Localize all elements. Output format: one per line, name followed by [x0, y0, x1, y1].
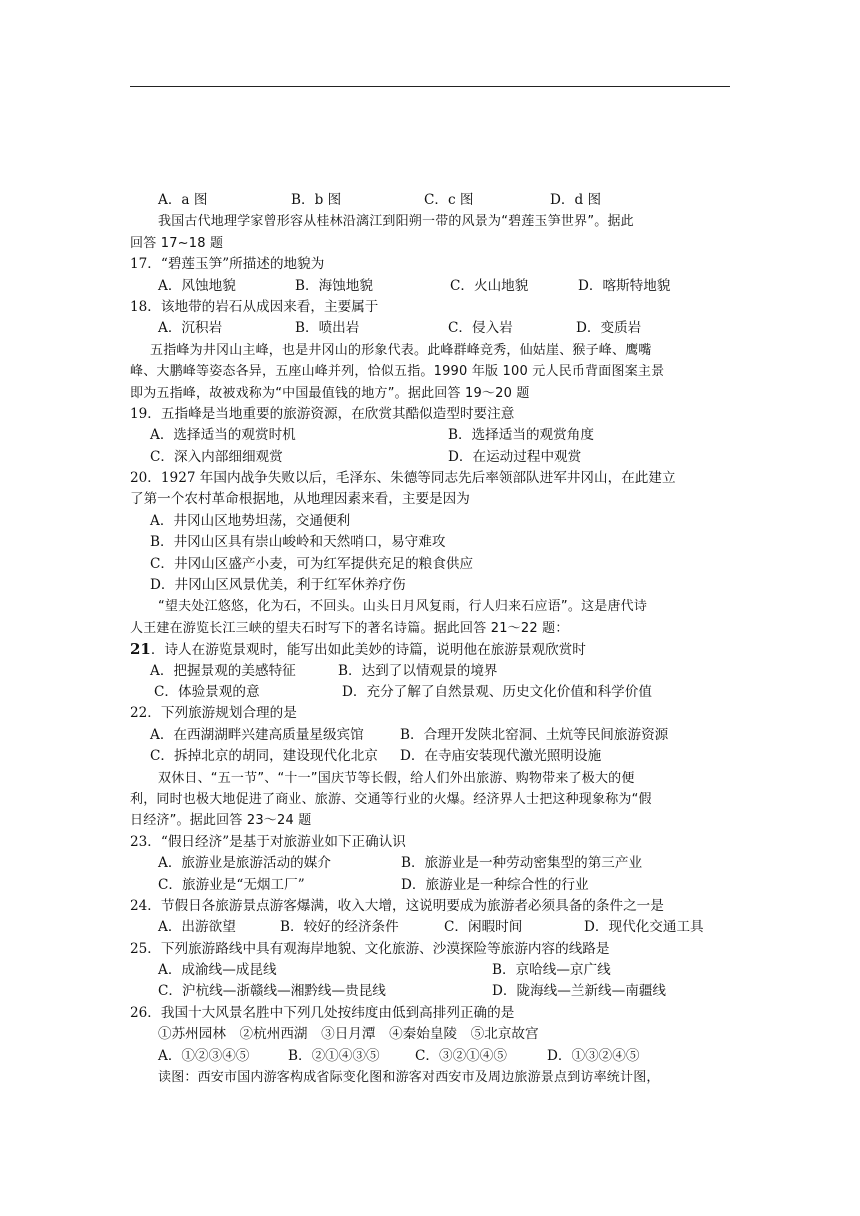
question-19: 19．五指峰是当地重要的旅游资源，在欣赏其酷似造型时要注意	[130, 405, 515, 422]
q22-option-d: D．在寺庙安装现代激光照明设施	[400, 748, 602, 765]
q24-options	[130, 917, 732, 938]
q16-option-d: D．d 图	[550, 192, 602, 208]
q26-items: ①苏州园林 ②杭州西湖 ③日月潭 ④秦始皇陵 ⑤北京故宫	[158, 1026, 539, 1043]
q19-option-c: C．深入内部细细观赏	[150, 448, 283, 465]
q26-option-a: A．①②③④⑤	[158, 1047, 250, 1064]
question-21-text: ．诗人在游览景观时，能写出如此美妙的诗篇，说明他在旅游景观欣赏时	[150, 642, 586, 659]
q26-option-b: B．②①④③⑤	[288, 1047, 380, 1064]
intro-23-24-line1: 双休日、“五一节”、“十一”国庆节等长假，给人们外出旅游、购物带来了极大的便	[158, 770, 635, 786]
q21-option-c: C．体验景观的意	[154, 683, 260, 700]
question-26: 26．我国十大风景名胜中下列几处按纬度由低到高排列正确的是	[130, 1004, 515, 1021]
q16-options	[130, 190, 732, 211]
q20-option-a: A．井冈山区地势坦荡，交通便利	[150, 512, 351, 529]
question-20-line2: 了第一个农村革命根据地，从地理因素来看，主要是因为	[130, 491, 470, 508]
q24-option-b: B．较好的经济条件	[280, 919, 399, 936]
q17-option-c: C．火山地貌	[450, 277, 529, 294]
question-21-number: 21	[130, 640, 151, 659]
question-25: 25．下列旅游路线中具有观海岸地貌、文化旅游、沙漠探险等旅游内容的线路是	[130, 940, 610, 957]
q21-option-d: D．充分了解了自然景观、历史文化价值和科学价值	[342, 683, 652, 700]
q21-option-b: B．达到了以情观景的境界	[338, 662, 498, 679]
intro-23-24-line3: 日经济”。据此回答 23～24 题	[130, 813, 312, 829]
q25-options-row2	[130, 981, 732, 1002]
q25-option-b: B．京哈线—京广线	[492, 962, 611, 979]
q23-option-d: D．旅游业是一种综合性的行业	[401, 876, 589, 893]
q18-option-a: A．沉积岩	[158, 320, 223, 337]
question-24: 24．节假日各旅游景点游客爆满，收入大增，这说明要成为旅游者必须具备的条件之一是	[130, 897, 664, 914]
q17-option-b: B．海蚀地貌	[295, 277, 373, 294]
q18-option-d: D．变质岩	[576, 320, 642, 337]
intro-19-20-line2: 峰、大鹏峰等姿态各异，五座山峰并列，恰似五指。1990 年版 100 元人民币背面图案主景	[130, 364, 665, 380]
q24-option-a: A．出游欲望	[158, 919, 236, 936]
q25-option-d: D．陇海线—兰新线—南疆线	[492, 983, 667, 1000]
q22-options-row2	[130, 746, 732, 767]
question-20-line1: 20．1927 年国内战争失败以后，毛泽东、朱德等同志先后率领部队进军井冈山，在此建立	[130, 470, 676, 487]
q18-option-b: B．喷出岩	[295, 320, 360, 337]
q20-option-d: D．井冈山区风景优美，利于红军休养疗伤	[150, 577, 406, 594]
question-18: 18．该地带的岩石从成因来看，主要属于	[130, 298, 379, 315]
intro-17-18-line2: 回答 17~18 题	[130, 235, 224, 251]
exam-page	[130, 190, 732, 1088]
q16-option-a: A．a 图	[158, 192, 208, 208]
question-17: 17．“碧莲玉笋”所描述的地貌为	[130, 256, 325, 273]
q22-option-a: A．在西湖湖畔兴建高质量星级宾馆	[150, 726, 364, 743]
q26-option-d: D．①③②④⑤	[547, 1047, 640, 1064]
q19-option-b: B．选择适当的观赏角度	[448, 427, 594, 444]
question-22: 22．下列旅游规划合理的是	[130, 705, 297, 722]
question-21	[130, 639, 732, 660]
q23-option-b: B．旅游业是一种劳动密集型的第三产业	[401, 855, 643, 872]
q23-option-c: C．旅游业是“无烟工厂”	[158, 876, 305, 893]
q25-options-row1	[130, 960, 732, 981]
q17-option-a: A．风蚀地貌	[158, 277, 236, 294]
q22-option-c: C．拆掉北京的胡同，建设现代化北京	[150, 748, 378, 765]
q26-options	[130, 1046, 732, 1067]
q18-option-c: C．侵入岩	[448, 320, 513, 337]
q22-options-row1	[130, 725, 732, 746]
q17-options	[130, 276, 732, 297]
q25-option-c: C．沪杭线—浙赣线—湘黔线—贵昆线	[158, 983, 386, 1000]
q18-options	[130, 318, 732, 339]
q16-option-c: C．c 图	[424, 192, 474, 208]
intro-21-22-line2: 人王建在游览长江三峡的望夫石时写下的著名诗篇。据此回答 21～22 题：	[130, 620, 569, 636]
q21-option-a: A．把握景观的美感特征	[150, 662, 296, 679]
q25-option-a: A．成渝线—成昆线	[158, 962, 277, 979]
question-23: 23．“假日经济”是基于对旅游业如下正确认识	[130, 833, 406, 850]
intro-23-24-line2: 利，同时也极大地促进了商业、旅游、交通等行业的火爆。经济界人士把这种现象称为“假	[130, 791, 652, 807]
q24-option-c: C．闲暇时间	[444, 919, 523, 936]
q26-option-c: C．③②①④⑤	[415, 1047, 507, 1064]
q19-option-a: A．选择适当的观赏时机	[150, 427, 296, 444]
q23-option-a: A．旅游业是旅游活动的媒介	[158, 855, 331, 872]
intro-17-18-line1: 我国古代地理学家曾形容从桂林沿漓江到阳朔一带的风景为“碧莲玉笋世界”。据此	[158, 214, 634, 230]
q23-options-row1	[130, 853, 732, 874]
intro-19-20-line3: 即为五指峰，故被戏称为“中国最值钱的地方”。据此回答 19～20 题	[130, 385, 530, 401]
intro-19-20-line1: 五指峰为井冈山主峰，也是井冈山的形象代表。此峰群峰竞秀，仙姑崖、猴子峰、鹰嘴	[150, 342, 652, 358]
q21-options-row2	[130, 682, 732, 703]
q20-option-b: B．井冈山区具有崇山峻岭和天然哨口，易守难攻	[150, 534, 446, 551]
q23-options-row2	[130, 875, 732, 896]
q21-options-row1	[130, 661, 732, 682]
q20-option-c: C．井冈山区盛产小麦，可为红军提供充足的粮食供应	[150, 555, 474, 572]
q19-option-d: D．在运动过程中观赏	[448, 448, 582, 465]
intro-21-22-line1: “望夫处江悠悠，化为石，不回头。山头日月风复雨，行人归来石应语”。这是唐代诗	[158, 599, 648, 615]
q16-option-b: B．b 图	[291, 192, 342, 208]
intro-27-line1: 读图：西安市国内游客构成省际变化图和游客对西安市及周边旅游景点到访率统计图，	[158, 1070, 660, 1086]
q24-option-d: D．现代化交通工具	[584, 919, 704, 936]
q19-options-row2	[130, 447, 732, 468]
q17-option-d: D．喀斯特地貌	[578, 277, 671, 294]
q22-option-b: B．合理开发陕北窑洞、土炕等民间旅游资源	[400, 726, 669, 743]
q19-options-row1	[130, 425, 732, 446]
header-rule	[130, 86, 730, 87]
